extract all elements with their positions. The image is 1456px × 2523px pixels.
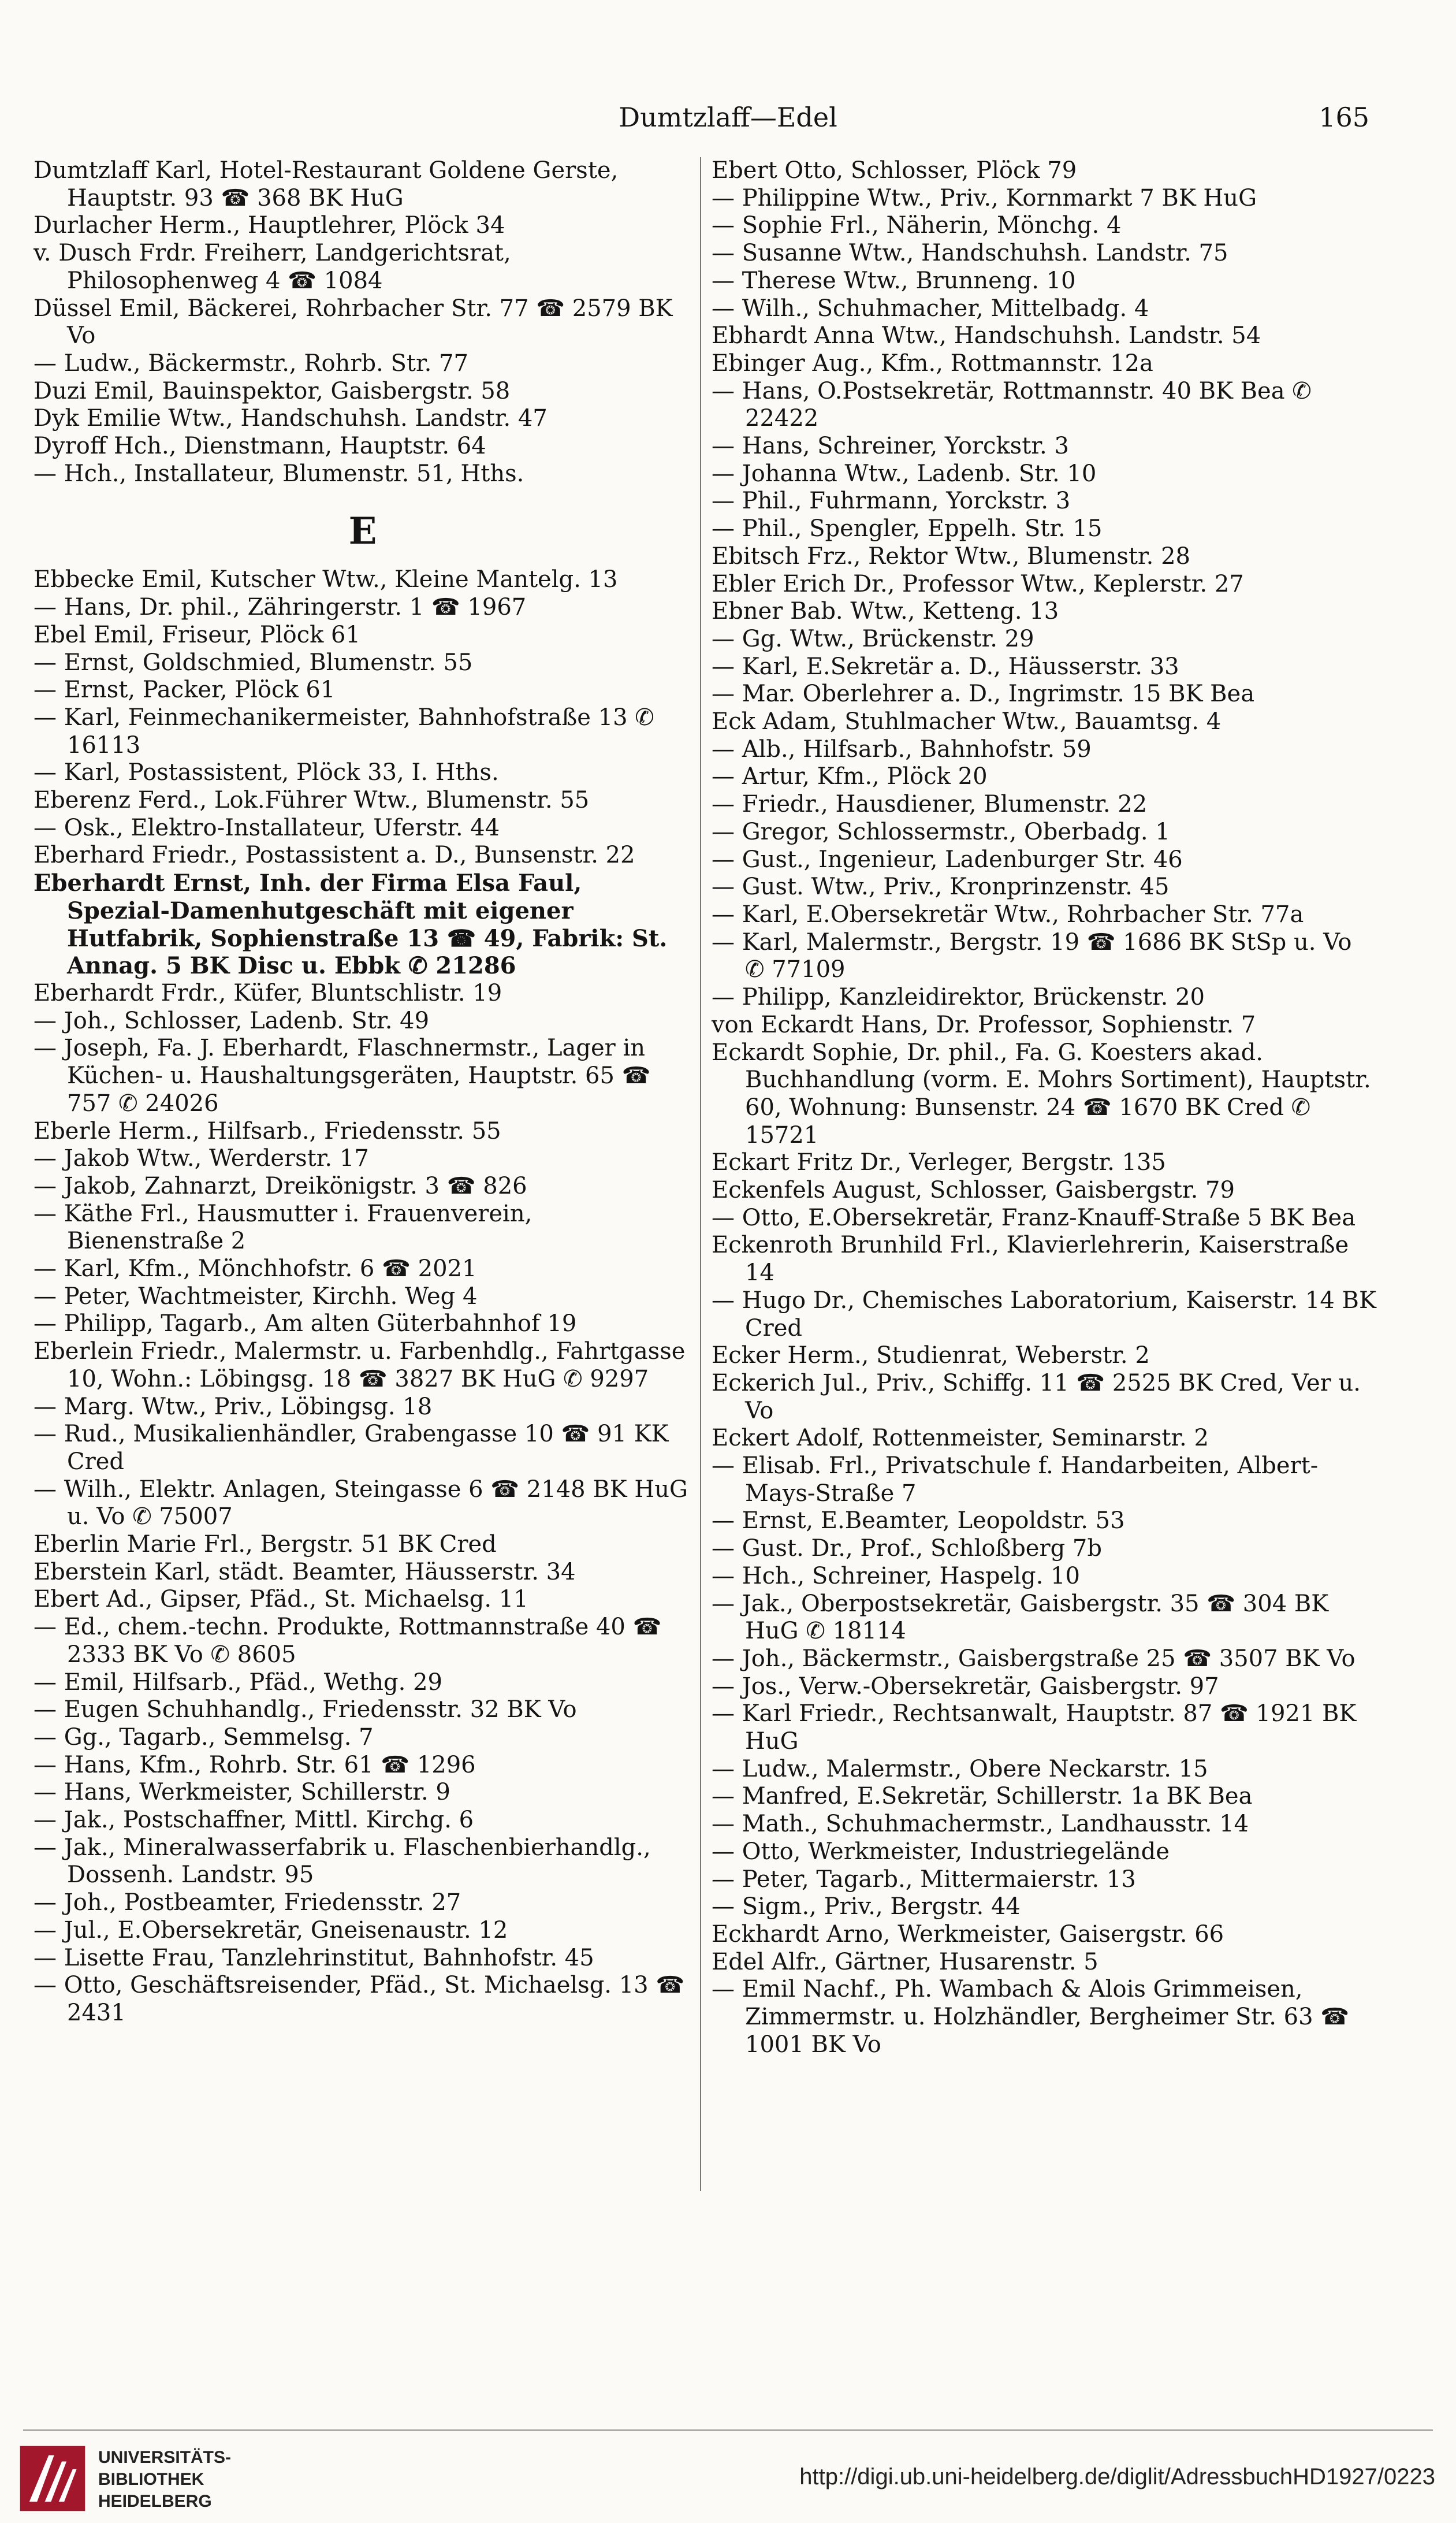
directory-entry: — Elisab. Frl., Privatschule f. Handarbeiten, Albert-Mays-Straße 7: [712, 1452, 1319, 1507]
directory-entry: — Alb., Hilfsarb., Bahnhofstr. 59: [712, 735, 1092, 763]
directory-entry: — Jak., Mineralwasserfabrik u. Flaschenbierhandlg., Dossenh. Landstr. 95: [33, 1834, 651, 1889]
directory-entry: — Marg. Wtw., Priv., Löbingsg. 18: [33, 1393, 433, 1420]
directory-entry: — Philipp, Tagarb., Am alten Güterbahnhof 19: [33, 1310, 577, 1337]
directory-entry: — Math., Schuhmachermstr., Landhausstr. 14: [712, 1811, 1249, 1838]
directory-entry: — Käthe Frl., Hausmutter i. Frauenverein, Bienenstraße 2: [33, 1200, 532, 1255]
directory-entry: — Karl, E.Sekretär a. D., Häusserstr. 33: [712, 653, 1179, 680]
directory-entry: v. Dusch Frdr. Freiherr, Landgerichtsrat, Philosophenweg 4 ☎ 1084: [33, 240, 511, 294]
directory-entry: — Jak., Oberpostsekretär, Gaisbergstr. 35 ☎ 304 BK HuG ✆ 18114: [712, 1590, 1329, 1645]
directory-entry: Eberstein Karl, städt. Beamter, Häusserstr. 34: [33, 1558, 576, 1585]
directory-entry: Ebert Ad., Gipser, Pfäd., St. Michaelsg. 11: [33, 1586, 528, 1613]
directory-entry: Eckerich Jul., Priv., Schiffg. 11 ☎ 2525 BK Cred, Ver u. Vo: [712, 1369, 1361, 1424]
directory-entry: — Ludw., Malermstr., Obere Neckarstr. 15: [712, 1755, 1208, 1782]
directory-entry: Eberle Herm., Hilfsarb., Friedensstr. 55: [33, 1117, 501, 1145]
directory-entry: Eberlein Friedr., Malermstr. u. Farbenhdlg., Fahrtgasse 10, Wohn.: Löbingsg. 18 ☎ 3827 BK HuG ✆ 9297: [33, 1338, 686, 1392]
directory-entry: — Manfred, E.Sekretär, Schillerstr. 1a BK Bea: [712, 1783, 1253, 1810]
directory-entry: — Jos., Verw.-Obersekretär, Gaisbergstr. 97: [712, 1673, 1219, 1700]
directory-entry: — Joh., Schlosser, Ladenb. Str. 49: [33, 1007, 430, 1034]
highlighted-entry: Eberhardt Ernst, Inh. der Firma Elsa Faul, Spezial-Damenhutgeschäft mit eigener Hutfabrik, Sophienstraße 13 ☎ 49, Fabrik: St. Annag. 5 BK Disc u. Ebbk ✆ 21286: [33, 870, 668, 980]
source-url-link[interactable]: http://digi.ub.uni-heidelberg.de/diglit/AdressbuchHD1927/0223: [799, 2464, 1435, 2489]
directory-entry: Ecker Herm., Studienrat, Weberstr. 2: [712, 1342, 1150, 1369]
directory-entry: — Karl, Kfm., Mönchhofstr. 6 ☎ 2021: [33, 1255, 477, 1283]
directory-entry: — Eugen Schuhhandlg., Friedensstr. 32 BK Vo: [33, 1696, 577, 1723]
directory-entry: — Rud., Musikalienhändler, Grabengasse 10 ☎ 91 KK Cred: [33, 1421, 669, 1475]
directory-entry: — Jak., Postschaffner, Mittl. Kirchg. 6: [33, 1807, 474, 1834]
directory-entry: von Eckardt Hans, Dr. Professor, Sophienstr. 7: [712, 1011, 1256, 1038]
directory-entry: Durlacher Herm., Hauptlehrer, Plöck 34: [33, 212, 505, 239]
directory-entry: — Wilh., Elektr. Anlagen, Steingasse 6 ☎ 2148 BK HuG u. Vo ✆ 75007: [33, 1476, 688, 1530]
directory-entry: — Osk., Elektro-Installateur, Uferstr. 44: [33, 814, 500, 841]
directory-entry: Eberhardt Frdr., Küfer, Bluntschlistr. 19: [33, 979, 502, 1006]
directory-entry: — Phil., Fuhrmann, Yorckstr. 3: [712, 488, 1071, 515]
directory-entry: — Mar. Oberlehrer a. D., Ingrimstr. 15 BK Bea: [712, 681, 1255, 708]
directory-entry: — Jakob Wtw., Werderstr. 17: [33, 1145, 369, 1172]
directory-entry: Ebner Bab. Wtw., Ketteng. 13: [712, 598, 1059, 625]
footer-rule: [23, 2429, 1433, 2431]
page-number: 165: [1319, 102, 1369, 133]
directory-entry: — Karl, Postassistent, Plöck 33, I. Hths.: [33, 759, 499, 786]
directory-entry: Eberlin Marie Frl., Bergstr. 51 BK Cred: [33, 1531, 497, 1558]
directory-entry: — Karl Friedr., Rechtsanwalt, Hauptstr. 87 ☎ 1921 BK HuG: [712, 1700, 1357, 1755]
directory-entry: — Therese Wtw., Brunneng. 10: [712, 267, 1076, 294]
directory-entry: — Otto, Geschäftsreisender, Pfäd., St. Michaelsg. 13 ☎ 2431: [33, 1972, 685, 2026]
directory-entry: — Gg. Wtw., Brückenstr. 29: [712, 625, 1034, 652]
directory-entry: — Philipp, Kanzleidirektor, Brückenstr. 20: [712, 984, 1205, 1011]
directory-entry: — Jul., E.Obersekretär, Gneisenaustr. 12: [33, 1916, 508, 1944]
directory-entry: — Karl, Feinmechanikermeister, Bahnhofstraße 13 ✆ 16113: [33, 704, 654, 759]
directory-entry: — Ed., chem.-techn. Produkte, Rottmannstraße 40 ☎ 2333 BK Vo ✆ 8605: [33, 1614, 662, 1668]
directory-entry: — Emil Nachf., Ph. Wambach & Alois Grimmeisen, Zimmermstr. u. Holzhändler, Bergheimer Str. 63 ☎ 1001 BK Vo: [712, 1976, 1350, 2058]
library-logo-icon: [14, 2440, 91, 2517]
directory-entry: — Joh., Bäckermstr., Gaisbergstraße 25 ☎ 3507 BK Vo: [712, 1645, 1356, 1672]
directory-entry: — Hugo Dr., Chemisches Laboratorium, Kaiserstr. 14 BK Cred: [712, 1287, 1376, 1342]
page-header: [0, 87, 1456, 139]
directory-entry: — Hans, Dr. phil., Zähringerstr. 1 ☎ 1967: [33, 594, 527, 621]
directory-entry: — Jakob, Zahnarzt, Dreikönigstr. 3 ☎ 826: [33, 1172, 527, 1199]
directory-entry: — Gust. Wtw., Priv., Kronprinzenstr. 45: [712, 874, 1170, 901]
directory-entry: Ebbecke Emil, Kutscher Wtw., Kleine Mantelg. 13: [33, 566, 618, 593]
directory-entry: Eckert Adolf, Rottenmeister, Seminarstr. 2: [712, 1425, 1209, 1452]
directory-entry: — Gust. Dr., Prof., Schloßberg 7b: [712, 1535, 1102, 1562]
directory-entry: — Joseph, Fa. J. Eberhardt, Flaschnermstr., Lager in Küchen- u. Haushaltungsgeräten, Hauptstr. 65 ☎ 757 ✆ 24026: [33, 1035, 651, 1117]
left-entries-middle: [33, 566, 692, 870]
directory-entry: — Hans, Werkmeister, Schillerstr. 9: [33, 1779, 450, 1806]
directory-entry: — Phil., Spengler, Eppelh. Str. 15: [712, 515, 1103, 542]
directory-entry: — Otto, Werkmeister, Industriegelände: [712, 1838, 1170, 1865]
left-entries-top: [33, 157, 692, 488]
directory-entry: — Ernst, E.Beamter, Leopoldstr. 53: [712, 1507, 1125, 1534]
directory-entry: — Lisette Frau, Tanzlehrinstitut, Bahnhofstr. 45: [33, 1944, 594, 1971]
right-entries: [712, 157, 1377, 2059]
directory-entry: Edel Alfr., Gärtner, Husarenstr. 5: [712, 1948, 1098, 1975]
directory-entry: Ebel Emil, Friseur, Plöck 61: [33, 621, 360, 648]
directory-entry: Ebhardt Anna Wtw., Handschuhsh. Landstr. 54: [712, 322, 1261, 350]
left-entries-bottom: [33, 980, 692, 2027]
directory-entry: Eckenfels August, Schlosser, Gaisbergstr. 79: [712, 1177, 1235, 1204]
column-divider: [700, 157, 701, 2191]
directory-entry: Dyroff Hch., Dienstmann, Hauptstr. 64: [33, 433, 486, 460]
directory-entry: — Gregor, Schlossermstr., Oberbadg. 1: [712, 818, 1170, 845]
directory-entry: Duzi Emil, Bauinspektor, Gaisbergstr. 58: [33, 377, 511, 404]
directory-entry: — Hans, O.Postsekretär, Rottmannstr. 40 BK Bea ✆ 22422: [712, 377, 1312, 432]
directory-entry: — Artur, Kfm., Plöck 20: [712, 763, 988, 790]
page-footer: [0, 2429, 1456, 2523]
directory-entry: Ebitsch Frz., Rektor Wtw., Blumenstr. 28: [712, 542, 1190, 570]
directory-entry: — Sigm., Priv., Bergstr. 44: [712, 1893, 1021, 1920]
directory-entry: — Peter, Tagarb., Mittermaierstr. 13: [712, 1866, 1136, 1893]
section-letter: E: [348, 510, 377, 553]
directory-entry: — Gg., Tagarb., Semmelsg. 7: [33, 1723, 374, 1751]
directory-entry: Dumtzlaff Karl, Hotel-Restaurant Goldene Gerste, Hauptstr. 93 ☎ 368 BK HuG: [33, 157, 619, 211]
directory-entry: Ebler Erich Dr., Professor Wtw., Keplerstr. 27: [712, 570, 1244, 597]
directory-entry: — Hans, Schreiner, Yorckstr. 3: [712, 433, 1069, 460]
left-column: [33, 157, 692, 2027]
running-title: Dumtzlaff—Edel: [619, 102, 837, 133]
directory-entry: — Hans, Kfm., Rohrb. Str. 61 ☎ 1296: [33, 1751, 476, 1778]
directory-entry: Eckardt Sophie, Dr. phil., Fa. G. Koesters akad. Buchhandlung (vorm. E. Mohrs Sortiment), Hauptstr. 60, Wohnung: Bunsenstr. 24 ☎ 1670 BK Cred ✆ 15721: [712, 1039, 1371, 1149]
directory-entry: — Hch., Schreiner, Haspelg. 10: [712, 1562, 1080, 1589]
directory-entry: Ebinger Aug., Kfm., Rottmannstr. 12a: [712, 350, 1153, 377]
library-name: UNIVERSITÄTS- BIBLIOTHEK HEIDELBERG: [98, 2448, 232, 2511]
directory-entry: — Philippine Wtw., Priv., Kornmarkt 7 BK HuG: [712, 184, 1257, 211]
directory-entry: — Friedr., Hausdiener, Blumenstr. 22: [712, 791, 1148, 818]
directory-entry: — Gust., Ingenieur, Ladenburger Str. 46: [712, 846, 1183, 873]
directory-entry: — Ernst, Packer, Plöck 61: [33, 677, 336, 704]
directory-entry: — Otto, E.Obersekretär, Franz-Knauff-Straße 5 BK Bea: [712, 1204, 1356, 1231]
directory-entry: Düssel Emil, Bäckerei, Rohrbacher Str. 77 ☎ 2579 BK Vo: [33, 295, 673, 350]
directory-entry: — Sophie Frl., Näherin, Mönchg. 4: [712, 212, 1122, 239]
directory-entry: — Hch., Installateur, Blumenstr. 51, Hths.: [33, 460, 524, 487]
directory-entry: — Johanna Wtw., Ladenb. Str. 10: [712, 460, 1097, 487]
directory-entry: — Karl, E.Obersekretär Wtw., Rohrbacher Str. 77a: [712, 901, 1304, 928]
directory-entry: Eberenz Ferd., Lok.Führer Wtw., Blumenstr. 55: [33, 787, 590, 814]
directory-entry: — Wilh., Schuhmacher, Mittelbadg. 4: [712, 295, 1149, 322]
directory-entry: — Susanne Wtw., Handschuhsh. Landstr. 75: [712, 240, 1228, 267]
right-column: [712, 157, 1377, 2059]
directory-entry: — Ernst, Goldschmied, Blumenstr. 55: [33, 649, 473, 676]
directory-entry: Eberhard Friedr., Postassistent a. D., Bunsenstr. 22: [33, 842, 635, 869]
directory-entry: — Ludw., Bäckermstr., Rohrb. Str. 77: [33, 350, 469, 377]
directory-entry: — Emil, Hilfsarb., Pfäd., Wethg. 29: [33, 1669, 442, 1696]
directory-entry: Ebert Otto, Schlosser, Plöck 79: [712, 157, 1077, 184]
directory-entry: Dyk Emilie Wtw., Handschuhsh. Landstr. 47: [33, 405, 548, 432]
directory-entry: — Peter, Wachtmeister, Kirchh. Weg 4: [33, 1283, 478, 1310]
directory-entry: Eckenroth Brunhild Frl., Klavierlehrerin, Kaiserstraße 14: [712, 1232, 1349, 1287]
directory-entry: — Karl, Malermstr., Bergstr. 19 ☎ 1686 BK StSp u. Vo ✆ 77109: [712, 928, 1352, 983]
directory-entry: Eck Adam, Stuhlmacher Wtw., Bauamtsg. 4: [712, 708, 1222, 735]
directory-entry: Eckhardt Arno, Werkmeister, Gaisergstr. 66: [712, 1921, 1224, 1948]
directory-entry: — Joh., Postbeamter, Friedensstr. 27: [33, 1889, 461, 1916]
directory-entry: Eckart Fritz Dr., Verleger, Bergstr. 135: [712, 1149, 1166, 1176]
